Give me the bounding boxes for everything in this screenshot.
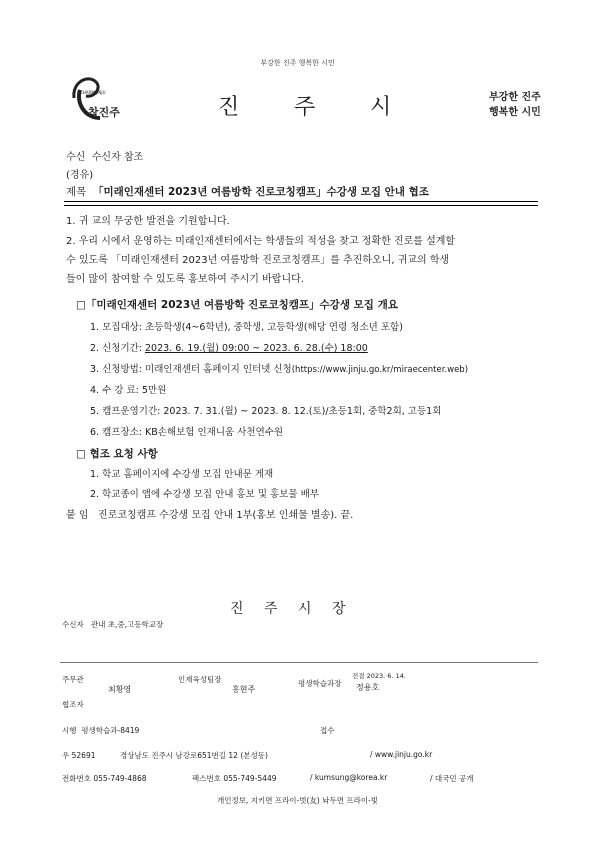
email: / kumsung@korea.kr bbox=[310, 773, 388, 782]
overview-item-label: 3. 신청방법: 미래인재센터 홈페이지 인터넷 신청 bbox=[90, 364, 292, 375]
application-period: 2023. 6. 19.(월) 09:00 ~ 2023. 6. 28.(수) 18:00 bbox=[145, 343, 368, 354]
org-title bbox=[218, 90, 446, 121]
application-url: (https://www.jinju.go.kr/miraecenter.web) bbox=[291, 365, 469, 375]
org-title-char: 진 bbox=[218, 95, 240, 120]
fax: 팩스번호 055-749-5449 bbox=[192, 774, 277, 783]
doc-number bbox=[62, 725, 139, 736]
recipient-list bbox=[62, 619, 163, 630]
cooperator-label: 협조자 bbox=[62, 700, 84, 709]
drafter-name: 최황영 bbox=[108, 685, 132, 694]
org-title-char: 시 bbox=[370, 95, 392, 120]
overview-heading: □「미래인재센터 2023년 여름방학 진로코칭캠프」수강생 모집 개요 bbox=[76, 299, 398, 311]
recipient-line bbox=[66, 148, 143, 163]
top-slogan: 부강한 진주 행복한 시민 bbox=[260, 59, 335, 67]
mayor-title bbox=[230, 598, 366, 618]
section-chief-label: 평생학습과장 bbox=[298, 679, 342, 688]
team-leader-name: 홍현주 bbox=[232, 685, 256, 694]
paragraph-2-line: 수 있도록 「미래인재센터 2023년 여름방학 진로코칭캠프」를 추진하오니, 귀교의 학생 bbox=[66, 255, 450, 266]
approval-note: 전결 2023. 6. 14. bbox=[352, 672, 406, 680]
mayor-char: 진 bbox=[230, 601, 244, 617]
mayor-char: 장 bbox=[332, 601, 346, 617]
side-slogan-line: 행복한 시민 bbox=[489, 107, 541, 118]
address: 경상남도 진주시 남강로651번길 12 (본성동) bbox=[120, 751, 268, 760]
divider bbox=[64, 205, 538, 206]
privacy-slogan: 개인정보, 지키면 프라이-벗(友) 놔두면 프라이-빛 bbox=[216, 796, 379, 805]
attachment-line bbox=[66, 506, 353, 521]
subject-text: 「미래인재센터 2023년 여름방학 진로코칭캠프」수강생 모집 안내 협조 bbox=[92, 186, 429, 198]
drafter-label: 주무관 bbox=[62, 675, 84, 684]
footer-divider bbox=[60, 662, 538, 663]
logo-kr-text: 참진주 bbox=[88, 106, 120, 119]
side-slogan bbox=[489, 90, 541, 120]
subject-line bbox=[66, 184, 429, 199]
overview-item: 5. 캠프운영기간: 2023. 7. 31.(월) ~ 2023. 8. 12.(토)/초등1회, 중학2회, 고등1회 bbox=[90, 406, 442, 417]
side-slogan-line: 부강한 진주 bbox=[489, 92, 541, 103]
doc-number-label: 시행 bbox=[62, 726, 77, 735]
cooperation-item: 2. 학교종이 앱에 수강생 모집 안내 홍보 및 홍보물 배부 bbox=[90, 489, 319, 500]
overview-item: 1. 모집대상: 초등학생(4~6학년), 중학생, 고등학생(해당 연령 청소년 포함) bbox=[90, 322, 403, 333]
overview-item: 4. 수 강 료: 5만원 bbox=[90, 385, 167, 396]
mayor-char: 주 bbox=[264, 601, 278, 617]
doc-number-value: 평생학습과-8419 bbox=[81, 726, 140, 735]
logo-en-text: CHARM JINJU bbox=[80, 90, 106, 95]
recipient-label: 수신 bbox=[66, 152, 86, 163]
section-chief-name: 정용호 bbox=[356, 683, 380, 692]
team-leader-label: 인재육성팀장 bbox=[178, 675, 222, 684]
cooperation-heading: □ 협조 요청 사항 bbox=[76, 448, 158, 460]
overview-item bbox=[90, 340, 368, 354]
website: / www.jinju.go.kr bbox=[370, 750, 433, 759]
subject-label: 제목 bbox=[66, 186, 87, 198]
disclosure: / 대국민 공개 bbox=[430, 774, 474, 783]
recipient-list-label: 수신자 bbox=[62, 620, 84, 629]
cooperation-item: 1. 학교 홈페이지에 수강생 모집 안내문 게재 bbox=[90, 469, 274, 480]
divider bbox=[64, 201, 538, 202]
mayor-char: 시 bbox=[298, 601, 312, 617]
receipt-label: 접수 bbox=[320, 726, 335, 735]
overview-item-label: 2. 신청기간: bbox=[90, 343, 146, 354]
postal-code: 우 52691 bbox=[62, 751, 96, 760]
via-line: (경유) bbox=[66, 170, 94, 181]
phone: 전화번호 055-749-4868 bbox=[62, 774, 147, 783]
paragraph-2-line: 들이 많이 참여할 수 있도록 홍보하여 주시기 바랍니다. bbox=[66, 274, 304, 285]
paragraph-1: 1. 귀 교의 무궁한 발전을 기원합니다. bbox=[66, 216, 230, 227]
attachment-text: 진로코칭캠프 수강생 모집 안내 1부(홍보 인쇄물 별송). 끝. bbox=[98, 510, 354, 521]
jinju-city-logo bbox=[66, 68, 128, 130]
overview-item bbox=[90, 361, 468, 375]
attachment-label: 붙 임 bbox=[66, 510, 89, 521]
recipient-list-value: 관내 초,중,고등학교장 bbox=[90, 620, 164, 629]
org-title-char: 주 bbox=[294, 95, 316, 120]
overview-item: 6. 캠프장소: KB손해보험 인재니움 사천연수원 bbox=[90, 427, 284, 438]
paragraph-2-line: 2. 우리 시에서 운영하는 미래인재센터에서는 학생들의 적성을 찾고 정확한 진로를 설계할 bbox=[66, 236, 456, 247]
recipient-value: 수신자 참조 bbox=[91, 152, 144, 163]
